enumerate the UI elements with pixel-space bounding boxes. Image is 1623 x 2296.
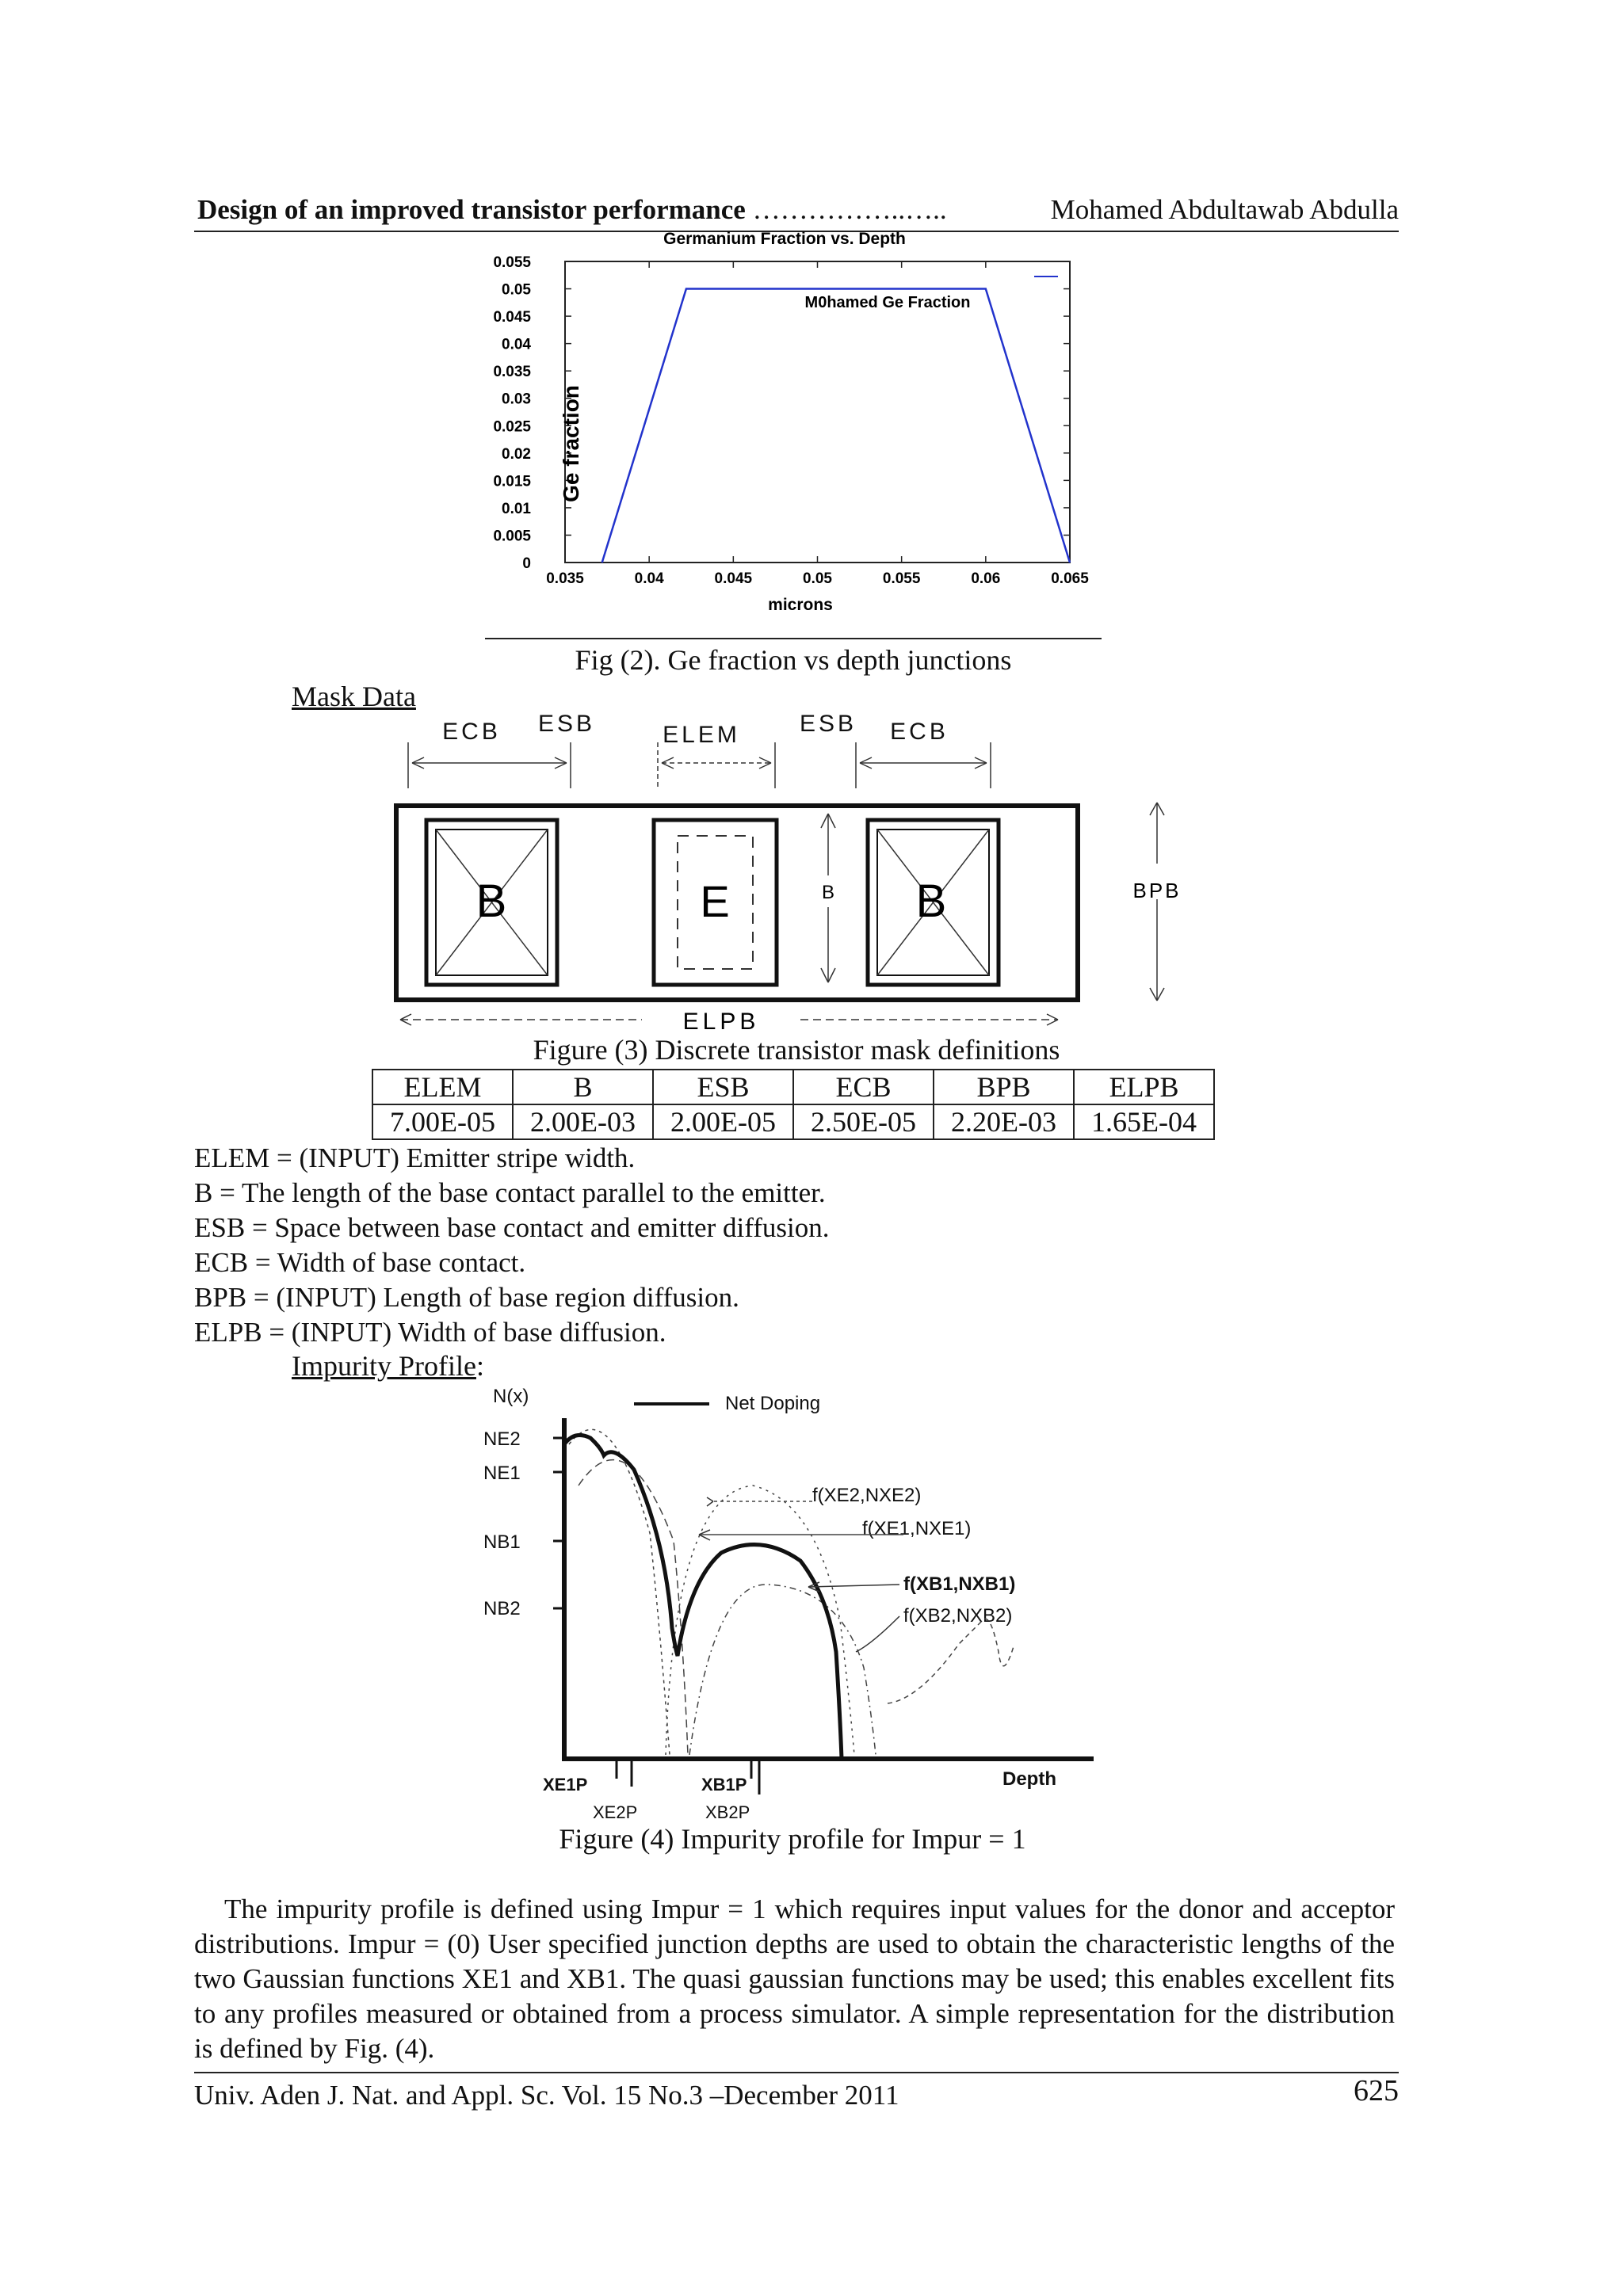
- chart-title: Germanium Fraction vs. Depth: [663, 230, 906, 248]
- base-contact-left: [426, 820, 557, 985]
- label-ecb-right: ECB: [890, 719, 949, 745]
- emitter-stripe: [654, 820, 777, 985]
- table-cell: 2.00E-03: [513, 1104, 653, 1139]
- page-number: 625: [1354, 2074, 1399, 2107]
- table-header: B: [513, 1070, 653, 1104]
- table-cell: 2.50E-05: [793, 1104, 934, 1139]
- x-axis-label: Depth: [1002, 1768, 1056, 1790]
- fig4-caption: Figure (4) Impurity profile for Impur = 1: [559, 1823, 1026, 1855]
- label-b-right: B: [915, 875, 947, 927]
- x-tick-label: 0.035: [546, 570, 584, 587]
- y-tick-label: 0.055: [493, 254, 531, 271]
- mask-diagram: [372, 709, 1252, 1038]
- y-tick-label: 0.02: [502, 445, 531, 463]
- table-header: ESB: [653, 1070, 793, 1104]
- y-tick-label: 0.01: [502, 500, 531, 517]
- net-doping-curve: [564, 1435, 842, 1759]
- table-row: [372, 1104, 1214, 1139]
- definition-elem: ELEM = (INPUT) Emitter stripe width.: [194, 1142, 636, 1173]
- label-b-dimension: B: [821, 882, 835, 903]
- x-axis-label: microns: [768, 596, 833, 614]
- mask-table: [372, 1069, 1215, 1140]
- x-tick-label: 0.065: [1051, 570, 1089, 587]
- y-tick-label: 0.025: [493, 418, 531, 436]
- label-nb2: NB2: [483, 1598, 521, 1619]
- mask-data-heading: Mask Data: [292, 681, 416, 712]
- table-header: BPB: [934, 1070, 1074, 1104]
- y-tick-label: 0.015: [493, 473, 531, 490]
- impurity-profile-diagram: [475, 1383, 1109, 1826]
- label-f-xb1: f(XB1,NXB1): [903, 1573, 1016, 1595]
- definition-elpb: ELPB = (INPUT) Width of base diffusion.: [194, 1317, 666, 1348]
- definitions-list: [194, 1141, 830, 1350]
- x-tick-label: 0.06: [971, 570, 1001, 587]
- label-ne2: NE2: [483, 1428, 521, 1450]
- label-xe2p: XE2P: [593, 1802, 638, 1822]
- table-header: ELPB: [1074, 1070, 1214, 1104]
- ge-fraction-chart: [475, 230, 1109, 642]
- fig3-caption: Figure (3) Discrete transistor mask definitions: [533, 1034, 1060, 1066]
- label-elpb: ELPB: [682, 1009, 760, 1035]
- label-bpb: BPB: [1132, 879, 1182, 902]
- definition-esb: ESB = Space between base contact and emitter diffusion.: [194, 1212, 830, 1243]
- body-paragraph: The impurity profile is defined using Impur = 1 which requires input values for the donor and acceptor distributions. Impur = (0) User specified junction depths are used to obtain the characteristic lengths of the two Gaussian functions XE1 and XB1. The quasi gaussian functions may be used; this enables excellent fits to any profiles measured or obtained from a process simulator. A simple representation for the distribution is defined by Fig. (4).: [194, 1894, 1395, 2064]
- x-tick-label: 0.055: [882, 570, 921, 587]
- x-tick-label: 0.045: [714, 570, 753, 587]
- y-tick-label: 0: [522, 555, 531, 572]
- table-cell: 7.00E-05: [372, 1104, 513, 1139]
- table-header: ELEM: [372, 1070, 513, 1104]
- running-header: [194, 194, 1399, 232]
- y-axis-label: N(x): [493, 1386, 529, 1407]
- y-tick-label: 0.035: [493, 364, 531, 381]
- figure-rule: [485, 638, 1102, 639]
- y-tick-label: 0.05: [502, 281, 531, 299]
- label-b-left: B: [475, 875, 507, 927]
- table-cell: 2.20E-03: [934, 1104, 1074, 1139]
- header-title: Design of an improved transistor performance ……………..…..: [197, 194, 947, 225]
- label-esb-left: ESB: [537, 711, 596, 737]
- label-xb2p: XB2P: [705, 1802, 750, 1822]
- definition-bpb: BPB = (INPUT) Length of base region diffusion.: [194, 1282, 739, 1313]
- definition-b: B = The length of the base contact parallel to the emitter.: [194, 1177, 826, 1208]
- y-tick-label: 0.04: [502, 336, 531, 353]
- label-elem: ELEM: [663, 722, 740, 748]
- fig2-caption: Fig (2). Ge fraction vs depth junctions: [575, 644, 1012, 676]
- legend-label: Net Doping: [725, 1393, 821, 1414]
- ge-fraction-line: [602, 289, 1070, 563]
- label-f-xe2: f(XE2,NXE2): [812, 1485, 922, 1506]
- label-f-xb2: f(XB2,NXB2): [903, 1605, 1013, 1627]
- label-esb-right: ESB: [799, 711, 857, 737]
- dimension-arrows-top: [408, 742, 991, 788]
- label-xb1p: XB1P: [701, 1775, 747, 1794]
- impurity-profile-heading: Impurity Profile:: [292, 1350, 484, 1382]
- label-xe1p: XE1P: [543, 1775, 588, 1794]
- page-footer: [194, 2072, 1399, 2111]
- series-label: M0hamed Ge Fraction: [804, 294, 971, 311]
- table-header: ECB: [793, 1070, 934, 1104]
- y-axis-label: Ge fraction: [559, 385, 583, 502]
- label-e: E: [700, 876, 730, 926]
- x-tick-label: 0.05: [803, 570, 832, 587]
- table-cell: 1.65E-04: [1074, 1104, 1214, 1139]
- label-f-xe1: f(XE1,NXE1): [862, 1518, 972, 1539]
- x-tick-label: 0.04: [634, 570, 664, 587]
- axis-ticks: [553, 1438, 759, 1794]
- label-ecb-left: ECB: [442, 719, 501, 745]
- y-tick-label: 0.03: [502, 391, 531, 408]
- table-cell: 2.00E-05: [653, 1104, 793, 1139]
- header-author: Mohamed Abdultawab Abdulla: [1050, 194, 1399, 225]
- label-ne1: NE1: [483, 1463, 521, 1484]
- table-header-row: [372, 1070, 1214, 1104]
- base-contact-right: [868, 820, 999, 985]
- y-tick-label: 0.005: [493, 528, 531, 545]
- journal-citation: Univ. Aden J. Nat. and Appl. Sc. Vol. 15 No.3 –December 2011: [194, 2080, 899, 2111]
- label-nb1: NB1: [483, 1531, 521, 1553]
- y-tick-label: 0.045: [493, 309, 531, 326]
- definition-ecb: ECB = Width of base contact.: [194, 1247, 526, 1278]
